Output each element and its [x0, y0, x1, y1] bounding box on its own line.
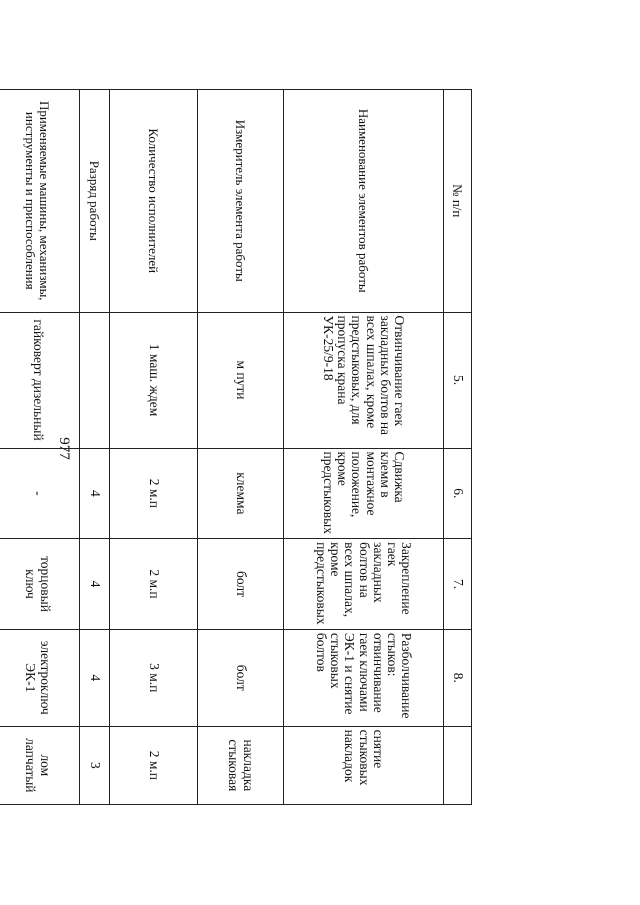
- cell-num-5: 5.: [444, 312, 472, 448]
- cell-grade-5: [80, 312, 110, 448]
- cell-meter-6: клемма: [198, 448, 284, 539]
- header-workers: Количество исполнителей: [110, 90, 198, 313]
- meter-column: [198, 90, 284, 805]
- cell-num-8a: 8.: [444, 629, 472, 726]
- cell-tools-8b: лом лапчатый: [0, 726, 80, 804]
- cell-workers-8a: 3 м.п: [110, 629, 198, 726]
- cell-tools-5: гайковерт дизельный: [0, 312, 80, 448]
- cell-meter-8b: накладка стыковая: [198, 726, 284, 804]
- cell-num-7: 7.: [444, 539, 472, 630]
- cell-name-5: Отвинчивание гаек закладных болтов на всех шпалах, кроме предстыковых, для пропуска крана УК-25/9-18: [284, 312, 444, 448]
- num-column: [444, 90, 472, 805]
- cell-name-8b: снятие стыковых накладок: [284, 726, 444, 804]
- cell-workers-6: 2 м.п: [110, 448, 198, 539]
- cell-meter-8a: болт: [198, 629, 284, 726]
- cell-grade-8a: 4: [80, 629, 110, 726]
- header-grade: Разряд работы: [80, 90, 110, 313]
- page-number: 977: [55, 437, 72, 460]
- name-column: [284, 90, 444, 805]
- cell-workers-8b: 2 м.п: [110, 726, 198, 804]
- cell-meter-5: м пути: [198, 312, 284, 448]
- cell-name-6: Сдвижка клемм в монтажное положение, кроме предстыковых: [284, 448, 444, 539]
- tools-column: [0, 90, 80, 805]
- cell-name-8a: Разболчивание стыков: отвинчивание гаек ключами ЭК-1 и снятие стыковых болтов: [284, 629, 444, 726]
- cell-tools-7: торцовый ключ: [0, 539, 80, 630]
- grade-column: [80, 90, 110, 805]
- cell-num-8b: [444, 726, 472, 804]
- cell-grade-6: 4: [80, 448, 110, 539]
- cell-name-7: Закрепление гаек закладных болтов на всех шпалах, кроме предстыковых: [284, 539, 444, 630]
- cell-tools-6: -: [0, 448, 80, 539]
- cell-workers-5: 1 маш. ждем: [110, 312, 198, 448]
- workers-column: [110, 90, 198, 805]
- cell-grade-7: 4: [80, 539, 110, 630]
- cell-meter-7: болт: [198, 539, 284, 630]
- header-name: Наименование элементов работы: [284, 90, 444, 313]
- cell-grade-8b: 3: [80, 726, 110, 804]
- header-tools: Применяемые машины, механизмы, инструменты и приспособления: [0, 90, 80, 313]
- header-num: № п/п: [444, 90, 472, 313]
- cell-num-6: 6.: [444, 448, 472, 539]
- cell-workers-7: 2 м.п: [110, 539, 198, 630]
- header-meter: Измеритель элемента работы: [198, 90, 284, 313]
- cell-tools-8a: электроключ ЭК-1: [0, 629, 80, 726]
